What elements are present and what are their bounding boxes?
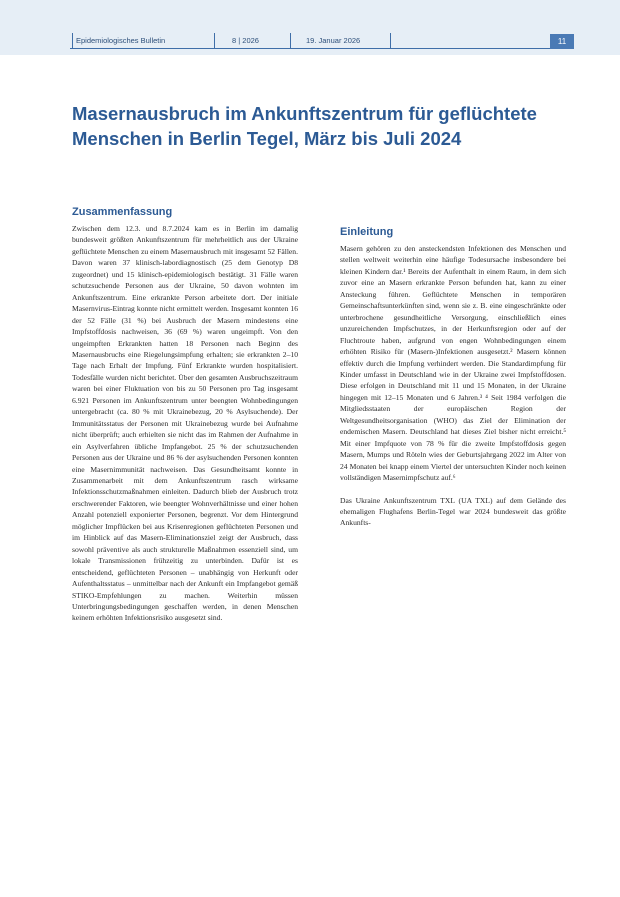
summary-heading: Zusammenfassung <box>72 206 173 218</box>
header-divider <box>290 33 291 49</box>
journal-name: Epidemiologisches Bulletin <box>76 36 166 45</box>
page-header <box>0 0 620 55</box>
page-number: 11 <box>550 34 574 49</box>
left-column <box>72 205 298 624</box>
introduction-text: Masern gehören zu den ansteckendsten Infektionen des Menschen und stellen weltweit weiterhin eine häufige Todesursache insbesondere bei kleinen Kindern dar.¹ Bereits der Aufenthalt in einem Raum, in dem sich zuvor eine an Masern erkrankte Person befunden hat, kann zu einer Ansteckung führen. Geflüchtete Menschen in temporären Gemeinschaftsunterkünften sind, wenn sie z. B. eine eingeschränkte oder unterbrochene gesundheitliche Versorgung, einschließlich eines unzureichenden Impfschutzes, in der Herkunftsregion oder auf der Fluchtroute haben, aufgrund von engen Wohnbedingungen einem erhöhten Risiko für (Masern-)Infektionen ausgesetzt.² Masern können effektiv durch die Impfung verhindert werden. Die Standardimpfung für Kinder umfasst in Deutschland wie in der Ukraine zwei Impfstoffdosen. Diese erfolgen in Deutschland mit 11 und 15 Monaten, in der Ukraine hingegen mit 12–15 Monaten und 6 Jahren.³ ⁴ Seit 1984 verfolgen die Mitgliedsstaaten der europäischen Region der Weltgesundheitsorganisation (WHO) das Ziel der Elimination der endemischen Masern. Deutschland hat dieses Ziel bisher nicht erreicht.⁵ Mit einer Impfquote von 78 % für die zweite Impfstoffdosis gegen Masern, Mumps und Röteln wies der Geburtsjahrgang 2022 im Alter von 24 Monaten bei knapp einem Viertel der untersuchten Kinder noch keinen vollständigen Masernimpfschutz auf.⁶ <box>340 244 566 483</box>
section-spacer <box>340 203 566 225</box>
header-divider <box>214 33 215 49</box>
publication-date: 19. Januar 2026 <box>306 36 361 45</box>
introduction-heading: Einleitung <box>340 226 394 238</box>
introduction-text-2: Das Ukraine Ankunftszentrum TXL (UA TXL) auf dem Gelände des ehemaligen Flughafens Berlin-Tegel war 2024 bundesweit das größte Ankunfts- <box>340 495 566 528</box>
right-column <box>340 203 566 529</box>
header-rule <box>70 48 556 49</box>
header-divider <box>72 33 73 49</box>
article-title: Masernausbruch im Ankunftszentrum für geflüchtete Menschen in Berlin Tegel, März bis Juli 2024 <box>72 103 537 149</box>
paragraph-gap <box>340 484 566 495</box>
header-divider <box>390 33 391 49</box>
issue-number: 8 | 2026 <box>232 36 259 45</box>
summary-text: Zwischen dem 12.3. und 8.7.2024 kam es in Berlin im damalig bundesweit größten Ankunftszentrum für mehrheitlich aus der Ukraine geflüchtete Menschen zu einem Masernausbruch mit insgesamt 52 Fällen. Davon waren 37 klinisch-labordiagnostisch (25 dem Genotyp D8 zugeordnet) und 15 klinisch-epidemiologisch bestätigt. 31 Fälle waren schutzsuchende Personen aus der Ukraine, 50 davon wohnten im Ankunftszentrum. Eine erkrankte Person arbeitete dort. Der initiale Masernvirus-Eintrag konnte nicht ermittelt werden. Insgesamt konnten 16 der 52 Fälle (31 %) bei Ausbruch der Masern mindestens eine Impfstoffdosis nachweisen, 36 (69 %) waren ungeimpft. Von den ungeimpften Erkrankten hatten 18 Personen nach Beginn des Masernausbruchs eine Riegelungsimpfung erhalten; sie erkrankten 2–10 Tage nach Erhalt der Impfung. Fünf Erkrankte wurden hospitalisiert. Todesfälle wurden nicht berichtet. Über den gesamten Ausbruchszeitraum waren bei einer Fluktuation von bis zu 50 Personen pro Tag insgesamt 6.921 Personen im Ankunftszentrum unter beengten Wohnbedingungen untergebracht (ca. 80 % mit Ukrainebezug, 20 % Asylsuchende). Der Immunitätsstatus der Personen mit Ukrainebezug wurde bei Aufnahme nicht überprüft; auch erhielten sie nicht das im Rahmen der Aufnahme in ein Asylverfahren übliche Impfangebot. 25 % der schutzsuchenden Personen aus der Ukraine und 86 % der asylsuchenden Personen konnten eine Masernimmunität nachweisen. Das Gesundheitsamt konnte in Zusammenarbeit mit dem Ankunftszentrum rasch wirksame Infektionsschutzmaßnahmen einleiten. Dadurch blieb der Ausbruch trotz erschwerender Faktoren, wie beengter Wohnverhältnisse und einer hohen Anzahl potenziell exponierter Personen, begrenzt. Vor dem Hintergrund möglicher Impflücken bei aus Krisenregionen geflüchteten Personen und im Hinblick auf das Masern-Eliminationsziel zeigt der Ausbruch, dass sowohl präventive als auch strukturelle Maßnahmen essenziell sind, um lokale Transmissionen frühzeitig zu unterbinden. Dafür ist es entscheidend, geflüchteten Personen – unabhängig von Herkunft oder Aufenthaltsstatus – unmittelbar nach der Ankunft ein Impfangebot gemäß STIKO-Empfehlungen zu machen. Weiterhin müssen Unterbringungsbedingungen geschaffen werden, in denen Menschen keinem erhöhten Infektionsrisiko ausgesetzt sind. <box>72 224 298 623</box>
